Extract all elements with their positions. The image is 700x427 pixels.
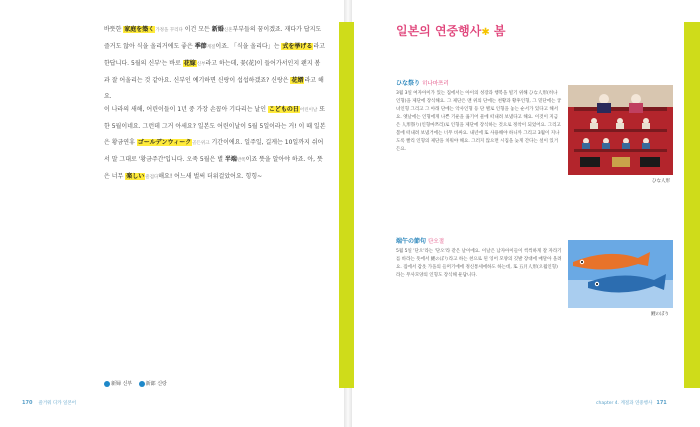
gloss: 반쪽 <box>236 158 246 163</box>
left-paragraph-1 <box>104 22 326 105</box>
gloss: 신부 <box>196 62 206 67</box>
text-run: 이 나라의 새해, 어린이들이 1년 중 가장 손꼽아 기다리는 날인 <box>104 106 268 113</box>
book-title: 즐거워 디카 일본어 <box>38 401 77 406</box>
keyword: 式を挙げる <box>282 43 313 50</box>
section-title: ひな祭り <box>396 80 421 87</box>
keyword: 花嫁 <box>183 60 196 67</box>
keyword: 楽しい <box>126 173 145 180</box>
page-title-suffix: 봄 <box>493 24 506 38</box>
page-title <box>396 22 506 39</box>
text-run: 라고 한답니다. 5월의 신부'는 바로 <box>104 43 326 67</box>
left-accent-bar <box>339 22 354 388</box>
text-run: 또한 5월이네요. 그런데 그거 아세요? 일본도 어린이날이 5월 5일이라는 거! 이 때 일본은 황금연휴 <box>104 106 326 146</box>
koinobori-photo <box>568 240 673 308</box>
section-text-hinamatsuri <box>396 90 562 154</box>
chapter-title: chapter 4. 계절과 연중행사 <box>596 401 653 406</box>
vocab-legend <box>104 380 167 387</box>
keyword: 花婿 <box>291 77 304 84</box>
right-page <box>352 0 700 427</box>
section-text-tango <box>396 248 562 280</box>
text-run: 라고 하는데, 꽃(花)이 들어가서인지 왠지 봄과 잘 어울리는 것 같아요. 신부인 예기하면 신랑이 섭섭하겠죠? 신랑은 <box>104 60 321 84</box>
gloss: 신혼 <box>223 28 233 33</box>
page-title-text: 일본의 연중행사 <box>396 24 482 38</box>
left-footer <box>22 400 76 406</box>
section-body: 5월 5일 '단오'라는 '단오'라 같은 날이에요. 이날은 남자아이들이 씩씩하게 잘 자라기를 바라는 뜻에서 鯉のぼり라고 하는 천으로 된 잉어 모양의 깃발 장대에 매달아 올려요. 집에서 갑옷 가을의 들머기에에 정신통세에하도 하는데, 또 五月人形(오월인형)라는 무사모양의 인형도 장식해 둔답니다. <box>396 249 562 278</box>
section-title: 端午の節句 <box>396 238 427 245</box>
section-subtitle: 단오절 <box>428 239 445 245</box>
section-heading-hinamatsuri <box>396 78 449 87</box>
gloss: 골든위크 <box>192 141 210 146</box>
section-heading-tango <box>396 236 444 245</box>
keyword: こどもの日 <box>268 106 299 113</box>
legend-bullet-icon <box>139 381 145 387</box>
text-run: 이건 모든 <box>182 26 212 33</box>
keyword: 家庭を築く <box>124 26 155 33</box>
keyword: 半端 <box>224 156 237 163</box>
photo-caption: 鯉のぼり <box>651 312 669 317</box>
legend-item: 新郎 신랑 <box>145 381 167 387</box>
text-run: 부부들의 꿈이겠죠. 재다가 답지도 즐거도 않아 식을 올리거에도 좋은 <box>104 26 322 50</box>
gloss: 계절 <box>206 45 216 50</box>
gloss: 가정을 꾸리다 <box>155 28 183 33</box>
gloss: 즐겁다 <box>145 175 159 180</box>
keyword: 新婚 <box>211 26 224 33</box>
left-paragraph-2 <box>104 102 326 186</box>
text-run: 바뜻한 <box>104 26 124 33</box>
right-accent-bar <box>684 22 700 388</box>
text-run: 해요! 어느새 벌써 더위걸았어요. 힝힝~ <box>158 173 263 180</box>
text-run: 이죠. 「식을 올리다」는 <box>215 43 282 50</box>
text-run: 이죠 뜻을 알아야 하죠. 아, 뜻은 너무 <box>104 156 323 180</box>
keyword: 季節 <box>194 43 207 50</box>
hina-dolls-photo <box>568 85 673 175</box>
legend-bullet-icon <box>104 381 110 387</box>
section-subtitle: 히나마쯔리 <box>422 81 449 87</box>
page-number: 170 <box>22 400 33 406</box>
text-run: 기간이에요. 일주일, 길게는 10일까지 쉬어서 말 그대로 '황금주간'입니다. 오죽 5월은 별 <box>104 139 324 163</box>
photo-caption: ひな人形 <box>652 179 670 184</box>
legend-item: 新婦 신부 <box>111 381 133 387</box>
keyword: ゴールデンウィーク <box>137 139 192 146</box>
right-footer <box>596 400 667 406</box>
gloss: 어린이날 <box>299 108 318 113</box>
page-number: 171 <box>656 400 667 406</box>
section-body: 3월 3일 여자아이가 있는 집에서는 아이의 성장과 행복을 빌기 위해 ひな人形(히나 인형)을 제단에 장식해요. 그 제단은 맨 위의 단에는 천황과 황후인형, 그 밑단에는 궁녀인형 그리고 그 아래 단에는 악사인형 등 단 별로 인형을 놓는 순서가 있다고 해서요. 옛날에는 인형에게 나쁜 기운을 옮기어 물에 떠내려 보냈다고 해요. 이것이 지금은 人形祭り(인형마쯔리)로 인형을 제단에 장식하는 것으로 정착이 되었어요. 그리고 봄에 떠내려 보냈거에는 너무 비싸요. 내년에 또 사용해야 하니까 그리고 3월이 지나도록 빨리 인형의 제단을 치워야 해요. 그러지 않으면 시집을 늦게 간다는 설이 있거든요. <box>396 91 562 152</box>
star-icon: ✱ <box>481 27 490 38</box>
text-run: 라고 해요. <box>104 77 324 100</box>
